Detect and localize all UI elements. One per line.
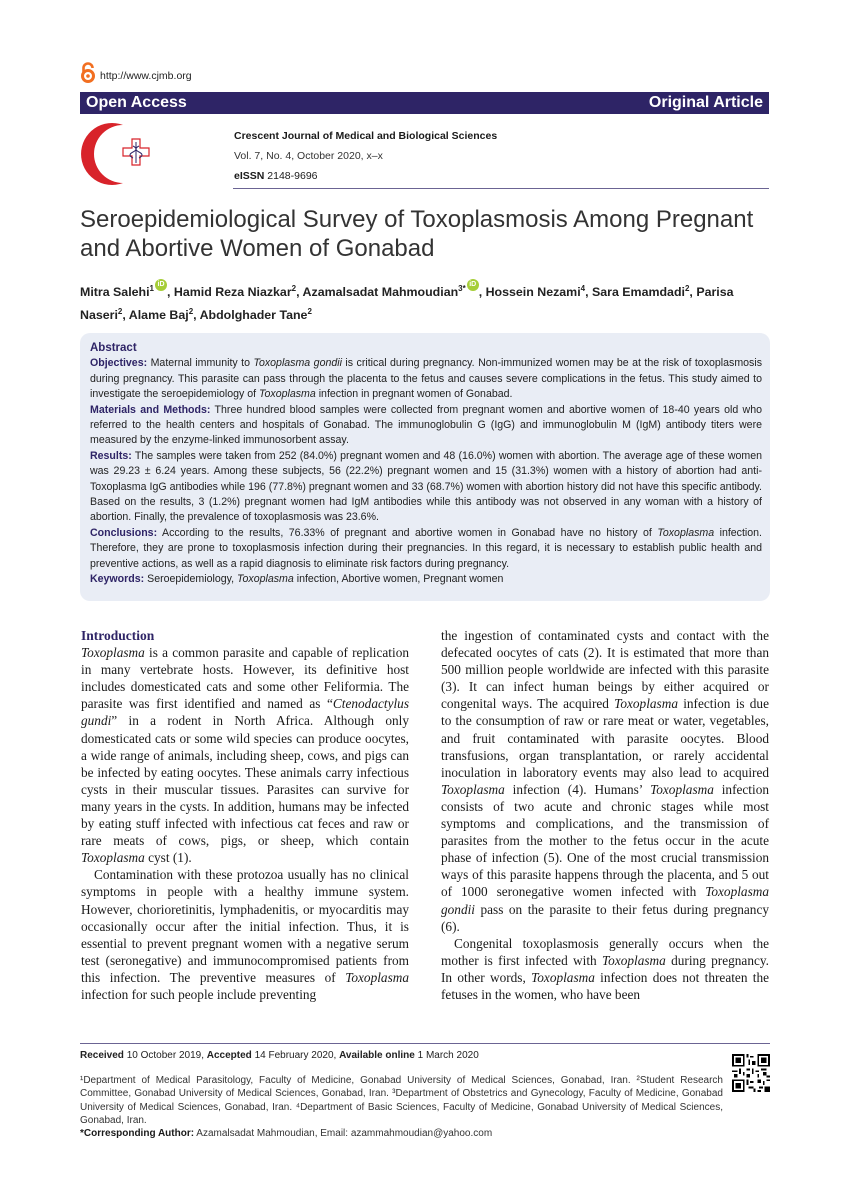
conclusions-text: According to the results, 76.33% of pregnant and abortive women in Gonabad have no history of Toxoplasma infection. Therefore, they are prone to toxoplasmosis infection during their pregnancies. In this regard, it is necessary to establish public health and preventive actions, as well as a rapid diagnosis to eliminate risk factors during pregnancy. (90, 526, 762, 570)
author-affiliation-mark: 1 (149, 284, 154, 293)
article-dates (80, 1050, 479, 1061)
eissn-line (234, 166, 497, 186)
author-affiliation-mark: 2 (684, 284, 690, 293)
author-name: Alame Baj (128, 308, 189, 323)
author-name: Hamid Reza Niazkar (173, 285, 292, 300)
author-affiliation-mark: 2 (117, 307, 123, 317)
footer-divider (80, 1043, 770, 1044)
author-affiliation-mark: 2 (307, 307, 312, 317)
methods-label: Materials and Methods: (90, 403, 211, 416)
open-access-label: Open Access (86, 94, 187, 111)
journal-url[interactable] (80, 62, 192, 84)
methods-text: Three hundred blood samples were collected from pregnant women and abortive women of 18-40 years old who referred to the health centers and hospitals of Gonabad. The immunoglobulin G (IgG) and immunoglobulin M (IgM) antibody titers were measured by the enzyme-linked immunosorbent assay. (90, 403, 762, 447)
journal-name: Crescent Journal of Medical and Biological Sciences (234, 130, 498, 142)
author-separator: , (585, 285, 592, 300)
author-name: Azamalsadat Mahmoudian (302, 285, 459, 300)
author-separator: , (296, 285, 303, 300)
header-banner (80, 92, 769, 114)
abstract-content (90, 341, 762, 588)
keywords-label: Keywords: (90, 573, 145, 586)
open-access-icon (80, 62, 96, 84)
received-label: Received (80, 1050, 124, 1061)
abstract-methods (90, 403, 762, 449)
conclusions-label: Conclusions: (90, 526, 158, 539)
introduction-heading: Introduction (81, 628, 155, 643)
author-separator: , (167, 285, 174, 300)
corresponding-author (80, 1128, 492, 1139)
body-paragraph-3: the ingestion of contaminated cysts and contact with the defecated oocytes of cats (2). It is estimated that more than 500 million people worldwide are infected with this parasite (3). It can infect human beings by either acquired or congenital ways. The acquired Toxoplasma infection is due to the consumption of raw or rare meat or water, vegetables, and fruit contaminated with parasite oocytes. Blood transfusions, organ transplantation, or rarely accidental inoculation in laboratory events may also lead to acquired Toxoplasma infection (4). Humans’ Toxoplasma infection consists of two acute and chronic stages while most symptoms and complications, and the transmission of parasites from the mother to the fetus occur in the acute phase of infection (5). One of the most crucial transmission ways of this parasite happens through the placenta, and 5 out of 1000 seronegative women infected with Toxoplasma gondii pass on the parasite to their fetus during pregnancy (6). (441, 628, 769, 934)
abstract-results (90, 449, 762, 526)
eissn-label: eISSN (234, 170, 265, 182)
abstract-objectives (90, 356, 762, 402)
author-affiliation-mark: 2 (291, 284, 297, 293)
body-column-left (81, 627, 409, 1003)
header-divider (233, 188, 769, 189)
abstract-box (80, 333, 770, 601)
body-paragraph-1: Toxoplasma is a common parasite and capable of replication in many vertebrate hosts. However, its definitive host includes domesticated cats and some other Feliformia. The parasite was first identified and named as “Ctenodactylus gundi” in a rodent in North Africa. Although only domesticated cats or some wild species can produce oocytes, a wide range of animals, including sheep, cows, and pigs can be infected by eating oocytes. These animals carry infectious cysts in their muscular tissues. Parasites can survive for many years in the cysts. In addition, humans may be infected by eating stuff infected with infectious cat feces and raw or rare meats of cows, pigs, or sheep, which contain Toxoplasma cyst (1). (81, 645, 409, 866)
affiliations: ¹Department of Medical Parasitology, Faculty of Medicine, Gonabad University of Medical Sciences, Gonabad, Iran. ²Student Research Committee, Gonabad University of Medical Sciences, Gonabad, Iran. ³Department of Obstetrics and Gynecology, Faculty of Medicine, Gonabad University of Medical Sciences, Gonabad, Iran. ⁴Department of Basic Sciences, Faculty of Medicine, Gonabad University of Medical Sciences, Gonabad, Iran. (80, 1075, 723, 1126)
author-affiliation-mark: 2 (188, 307, 194, 317)
body-paragraph-2: Contamination with these protozoa usually has no clinical symptoms in people with a healthy immune system. However, chorioretinitis, lymphadenitis, or myocarditis may occasionally occur after the initial infection. Thus, it is essential to prevent pregnant women with a negative serum test (seronegative) and immunocompromised patients from this infection. The preventive measures of Toxoplasma infection for such people include preventing (81, 867, 409, 1002)
online-label: Available online (339, 1050, 415, 1061)
journal-volume: Vol. 7, No. 4, October 2020, x–x (234, 150, 383, 162)
results-text: The samples were taken from 252 (84.0%) pregnant women and 48 (16.0%) women with abortion. The average age of these women was 29.23 ± 6.24 years. Among these subjects, 56 (22.2%) pregnant women and 15 (31.3%) women with a history of abortion had anti-Toxoplasma IgG antibodies while 196 (77.8%) pregnant women and 33 (68.7%) women with abortion history did not have this specific antibody. Based on the results, 3 (1.2%) pregnant women had IgM antibodies while this antibody was not observed in any woman with a history of abortion. Finally, the prevalence of toxoplasmosis was 23.6%. (90, 449, 762, 524)
orcid-icon[interactable]: iD (155, 279, 167, 291)
author-name: Parisa Naseri (80, 285, 734, 323)
author-name: Mitra Salehi (80, 285, 150, 300)
author-affiliation-mark: 3* (458, 284, 466, 293)
abstract-keywords (90, 572, 762, 587)
author-name: Hossein Nezami (485, 285, 581, 300)
eissn-value: 2148-9696 (267, 170, 318, 182)
url-text[interactable]: http://www.cjmb.org (100, 70, 192, 82)
abstract-heading: Abstract (90, 342, 137, 354)
objectives-text: Maternal immunity to Toxoplasma gondii is critical during pregnancy. Non-immunized women may be at the risk of toxoplasmosis during pregnancy. This parasite can pass through the placenta to the fetus and causes severe complications in the fetus. This study aimed to investigate the seroepidemiology of Toxoplasma infection in pregnant women of Gonabad. (90, 357, 762, 401)
corresponding-text[interactable]: Azamalsadat Mahmoudian, Email: azammahmoudian@yahoo.com (196, 1128, 493, 1139)
qr-code-icon[interactable] (732, 1054, 770, 1092)
accepted-label: Accepted (206, 1050, 252, 1061)
journal-logo (79, 119, 159, 189)
author-separator: , (122, 308, 129, 323)
author-separator: , (193, 308, 200, 323)
article-type-label: Original Article (648, 94, 763, 111)
author-separator: , (689, 285, 697, 300)
author-separator: , (478, 285, 486, 300)
journal-info (234, 126, 497, 186)
article-title: Seroepidemiological Survey of Toxoplasmosis Among Pregnant and Abortive Women of Gonabad (80, 206, 754, 262)
author-name: Abdolghader Tane (199, 308, 308, 323)
author-list (80, 279, 770, 325)
orcid-icon[interactable]: iD (467, 279, 479, 291)
corresponding-label: *Corresponding Author: (80, 1128, 195, 1139)
objectives-label: Objectives: (90, 357, 148, 370)
author-name: Sara Emamdadi (591, 285, 685, 300)
results-label: Results: (90, 449, 132, 462)
body-column-right (441, 627, 769, 1003)
accepted-date: 14 February 2020, (254, 1050, 337, 1061)
body-paragraph-4: Congenital toxoplasmosis generally occurs when the mother is first infected with Toxoplasma during pregnancy. In other words, Toxoplasma infection does not threaten the fetuses in the women, who have been (441, 935, 770, 1002)
online-date: 1 March 2020 (417, 1050, 479, 1061)
keywords-text: Seroepidemiology, Toxoplasma infection, Abortive women, Pregnant women (147, 573, 504, 586)
abstract-conclusions (90, 526, 762, 572)
received-date: 10 October 2019, (126, 1050, 204, 1061)
author-affiliation-mark: 4 (580, 284, 586, 293)
